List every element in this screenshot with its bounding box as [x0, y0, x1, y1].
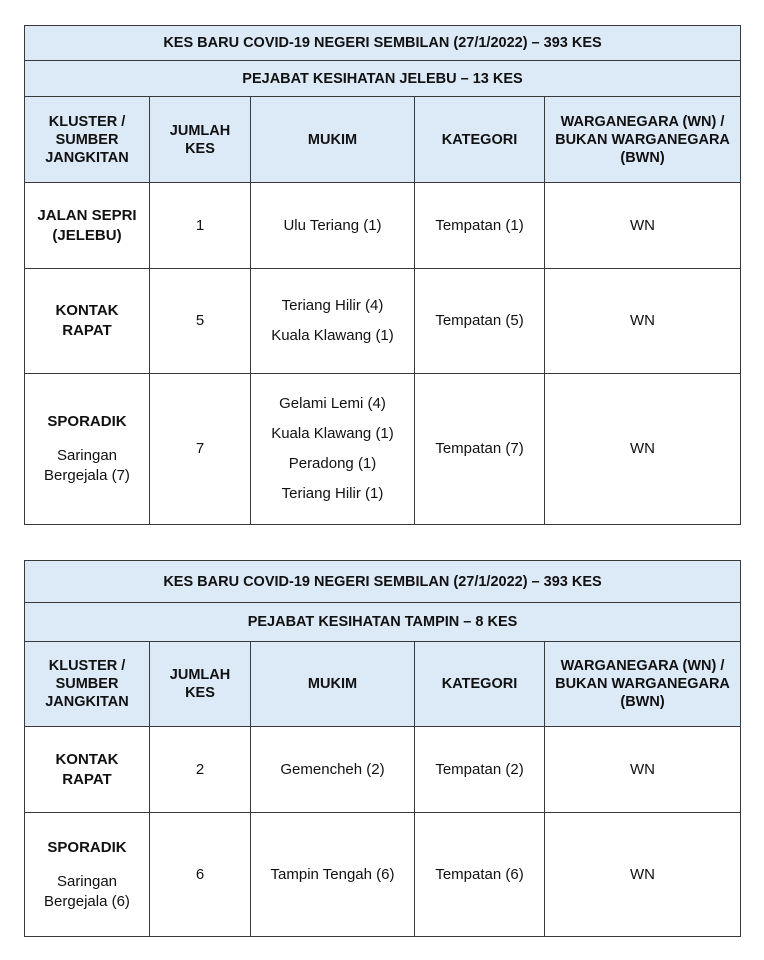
col-header-mukim: MUKIM — [251, 642, 415, 727]
table-title: KES BARU COVID-19 NEGERI SEMBILAN (27/1/2022) – 393 KES — [25, 26, 741, 61]
count-cell: 7 — [150, 374, 251, 525]
office-title: PEJABAT KESIHATAN JELEBU – 13 KES — [25, 61, 741, 97]
count-cell: 2 — [150, 727, 251, 813]
table-row — [25, 269, 741, 374]
cluster-name: KONTAK RAPAT — [55, 302, 119, 339]
mukim-cell — [251, 183, 415, 269]
cluster-cell — [25, 727, 150, 813]
mukim-item: Teriang Hilir (4) — [281, 297, 384, 314]
mukim-item: Gemencheh (2) — [280, 760, 385, 778]
mukim-item: Kuala Klawang (1) — [271, 425, 394, 442]
table-jelebu — [24, 25, 741, 525]
col-header-cluster: KLUSTER / SUMBER JANGKITAN — [25, 97, 150, 183]
table-row — [25, 727, 741, 813]
cluster-cell — [25, 269, 150, 374]
count-cell: 6 — [150, 813, 251, 937]
cluster-name: SPORADIK — [47, 413, 127, 430]
cluster-name: KONTAK RAPAT — [55, 750, 119, 788]
col-header-citizenship: WARGANEGARA (WN) / BUKAN WARGANEGARA (BWN) — [545, 642, 741, 727]
table-tampin — [24, 560, 741, 937]
citizenship-cell: WN — [545, 374, 741, 525]
kategori-cell: Tempatan (1) — [415, 183, 545, 269]
col-header-citizenship: WARGANEGARA (WN) / BUKAN WARGANEGARA (BWN) — [545, 97, 741, 183]
mukim-cell — [251, 727, 415, 813]
kategori-cell: Tempatan (2) — [415, 727, 545, 813]
cluster-cell — [25, 374, 150, 525]
kategori-cell: Tempatan (6) — [415, 813, 545, 937]
cluster-subtype: Saringan Bergejala (6) — [44, 872, 130, 910]
mukim-item: Gelami Lemi (4) — [279, 395, 386, 412]
mukim-item: Tampin Tengah (6) — [270, 865, 395, 883]
count-cell: 1 — [150, 183, 251, 269]
mukim-cell — [251, 374, 415, 525]
col-header-kategori: KATEGORI — [415, 642, 545, 727]
citizenship-cell: WN — [545, 269, 741, 374]
cluster-subtype: Saringan Bergejala (7) — [44, 447, 130, 484]
cluster-cell — [25, 183, 150, 269]
citizenship-cell: WN — [545, 813, 741, 937]
mukim-item: Peradong (1) — [288, 455, 377, 472]
citizenship-cell: WN — [545, 183, 741, 269]
kategori-cell: Tempatan (5) — [415, 269, 545, 374]
kategori-cell: Tempatan (7) — [415, 374, 545, 525]
count-cell: 5 — [150, 269, 251, 374]
table-title: KES BARU COVID-19 NEGERI SEMBILAN (27/1/2022) – 393 KES — [25, 561, 741, 603]
col-header-cluster: KLUSTER / SUMBER JANGKITAN — [25, 642, 150, 727]
cluster-name: JALAN SEPRI (JELEBU) — [37, 206, 137, 244]
table-row — [25, 374, 741, 525]
col-header-count: JUMLAH KES — [150, 642, 251, 727]
mukim-item: Kuala Klawang (1) — [271, 327, 394, 344]
office-title: PEJABAT KESIHATAN TAMPIN – 8 KES — [25, 603, 741, 642]
mukim-cell — [251, 269, 415, 374]
mukim-item: Ulu Teriang (1) — [283, 216, 382, 234]
cluster-name: SPORADIK — [47, 838, 127, 856]
table-row — [25, 183, 741, 269]
col-header-kategori: KATEGORI — [415, 97, 545, 183]
cluster-cell — [25, 813, 150, 937]
table-row — [25, 813, 741, 937]
col-header-count: JUMLAH KES — [150, 97, 251, 183]
citizenship-cell: WN — [545, 727, 741, 813]
mukim-item: Teriang Hilir (1) — [281, 485, 384, 502]
col-header-mukim: MUKIM — [251, 97, 415, 183]
mukim-cell — [251, 813, 415, 937]
